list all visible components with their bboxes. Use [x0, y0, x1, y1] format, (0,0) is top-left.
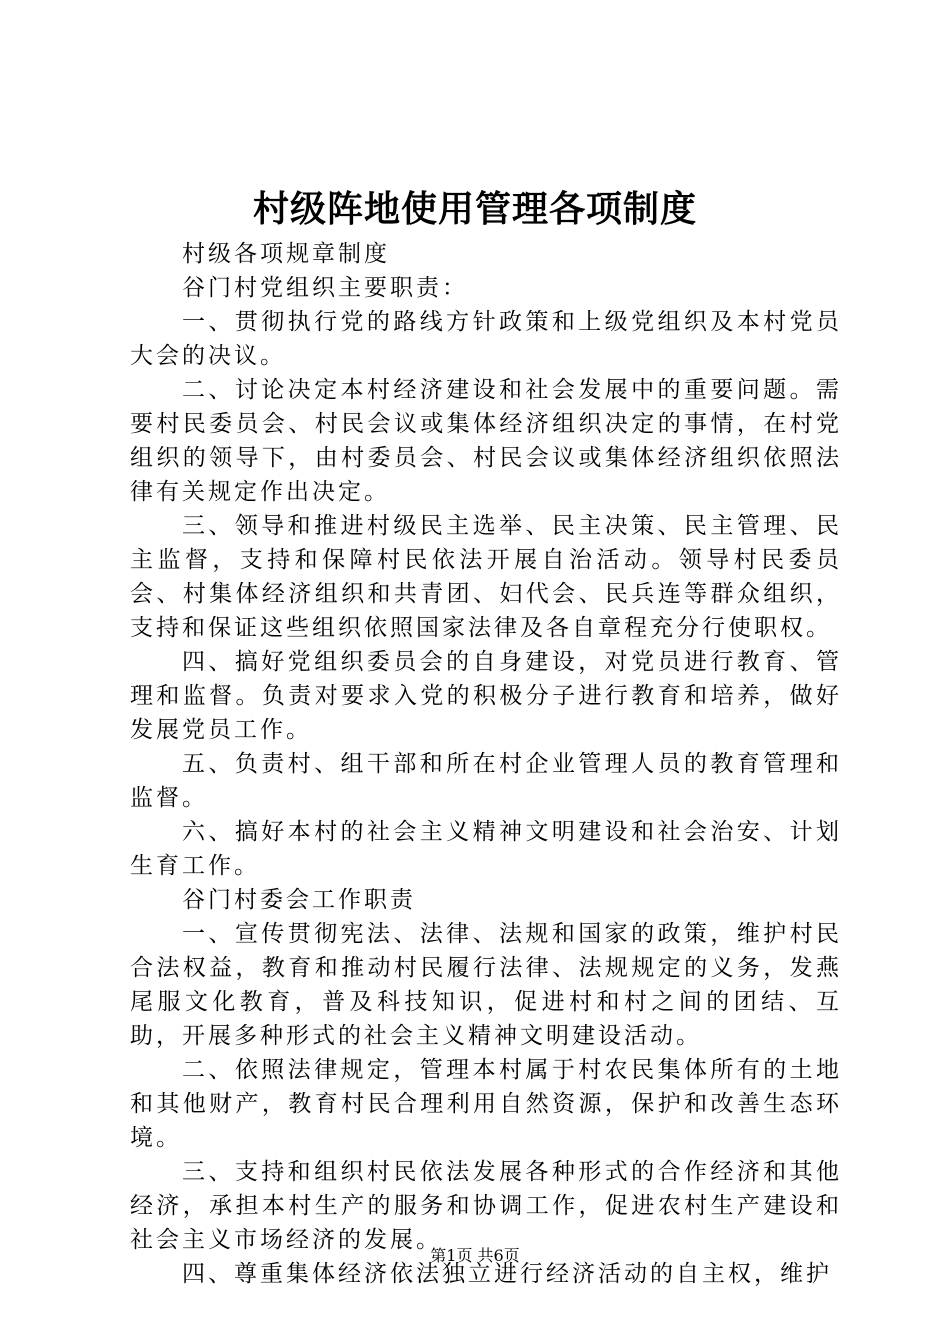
paragraph: 谷门村党组织主要职责： — [182, 275, 468, 301]
page-number-footer: 第1页 共6页 — [430, 1246, 520, 1265]
paragraph: 二、讨论决定本村经济建设和社会发展中的重要问题。需要村民委员会、村民会议或集体经济组织决定的事情，在村党组织的领导下，由村委员会、村民会议或集体经济组织依照法律有关规定作出决定。 — [130, 377, 842, 505]
paragraph: 一、贯彻执行党的路线方针政策和上级党组织及本村党员大会的决议。 — [130, 309, 842, 369]
paragraph: 四、尊重集体经济依法独立进行经济活动的自主权，维护 — [182, 1261, 832, 1287]
paragraph: 村级各项规章制度 — [182, 241, 390, 267]
paragraph: 四、搞好党组织委员会的自身建设，对党员进行教育、管理和监督。负责对要求入党的积极分子进行教育和培养，做好发展党员工作。 — [130, 649, 842, 743]
paragraph: 五、负责村、组干部和所在村企业管理人员的教育管理和监督。 — [130, 751, 842, 811]
document-body — [130, 237, 842, 1291]
paragraph: 二、依照法律规定，管理本村属于村农民集体所有的土地和其他财产，教育村民合理利用自然资源，保护和改善生态环境。 — [130, 1057, 842, 1151]
document-title: 村级阵地使用管理各项制度 — [252, 188, 697, 230]
paragraph: 三、领导和推进村级民主选举、民主决策、民主管理、民主监督，支持和保障村民依法开展自治活动。领导村民委员会、村集体经济组织和共青团、妇代会、民兵连等群众组织，支持和保证这些组织依照国家法律及各自章程充分行使职权。 — [130, 513, 842, 641]
paragraph: 谷门村委会工作职责 — [182, 887, 416, 913]
paragraph: 六、搞好本村的社会主义精神文明建设和社会治安、计划生育工作。 — [130, 819, 842, 879]
paragraph: 一、宣传贯彻宪法、法律、法规和国家的政策，维护村民合法权益，教育和推动村民履行法律、法规规定的义务，发燕尾服文化教育，普及科技知识，促进村和村之间的团结、互助，开展多种形式的社会主义精神文明建设活动。 — [130, 921, 842, 1049]
paragraph: 三、支持和组织村民依法发展各种形式的合作经济和其他经济，承担本村生产的服务和协调工作，促进农村生产建设和社会主义市场经济的发展。 — [130, 1159, 842, 1253]
